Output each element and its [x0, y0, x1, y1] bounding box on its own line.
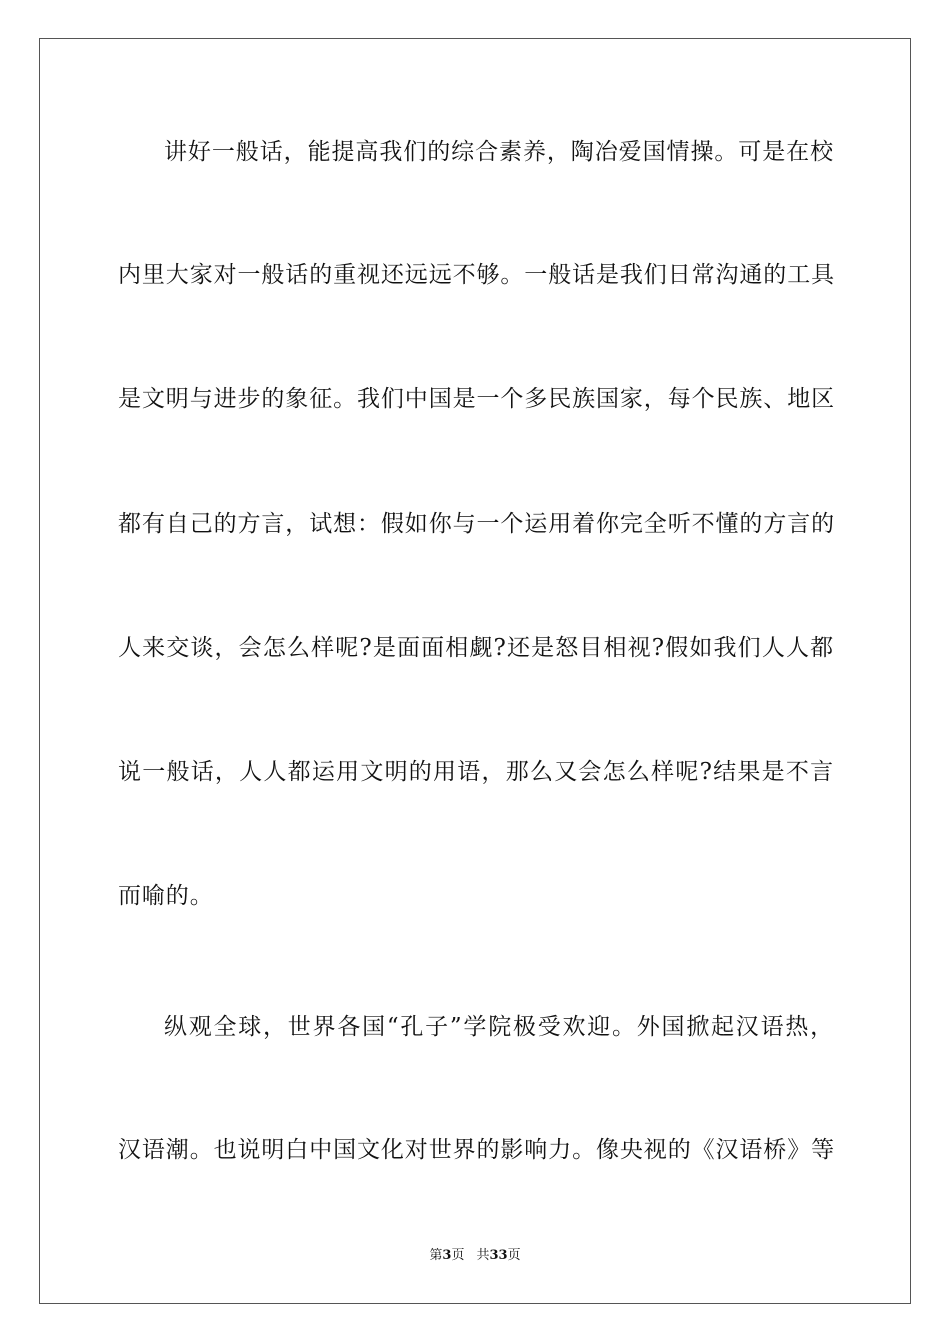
text-line-9: 汉语潮。也说明白中国文化对世界的影响力。像央视的《汉语桥》等: [118, 1137, 835, 1163]
total-pages-number: 33: [489, 1248, 508, 1263]
text-line-4: 都有自己的方言，试想：假如你与一个运用着你完全听不懂的方言的: [118, 511, 835, 537]
page-footer: [0, 1247, 950, 1265]
total-suffix: 页: [507, 1248, 521, 1263]
text-line-7: 而喻的。: [118, 883, 214, 909]
current-page-number: 3: [442, 1248, 452, 1263]
page-suffix: 页: [451, 1248, 465, 1263]
text-line-5: 人来交谈，会怎么样呢?是面面相觑?还是怒目相视?假如我们人人都: [118, 635, 834, 661]
text-line-6: 说一般话，人人都运用文明的用语，那么又会怎么样呢?结果是不言: [118, 759, 834, 785]
text-line-3: 是文明与进步的象征。我们中国是一个多民族国家，每个民族、地区: [118, 386, 835, 412]
page-prefix: 第: [429, 1248, 443, 1263]
text-line-2: 内里大家对一般话的重视还远远不够。一般话是我们日常沟通的工具: [118, 262, 835, 288]
text-line-8: 纵观全球，世界各国“孔子”学院极受欢迎。外国掀起汉语热，: [164, 1014, 834, 1040]
text-line-1: 讲好一般话，能提高我们的综合素养，陶冶爱国情操。可是在校: [164, 139, 834, 165]
total-prefix: 共: [476, 1248, 490, 1263]
page-border: [39, 38, 911, 1304]
